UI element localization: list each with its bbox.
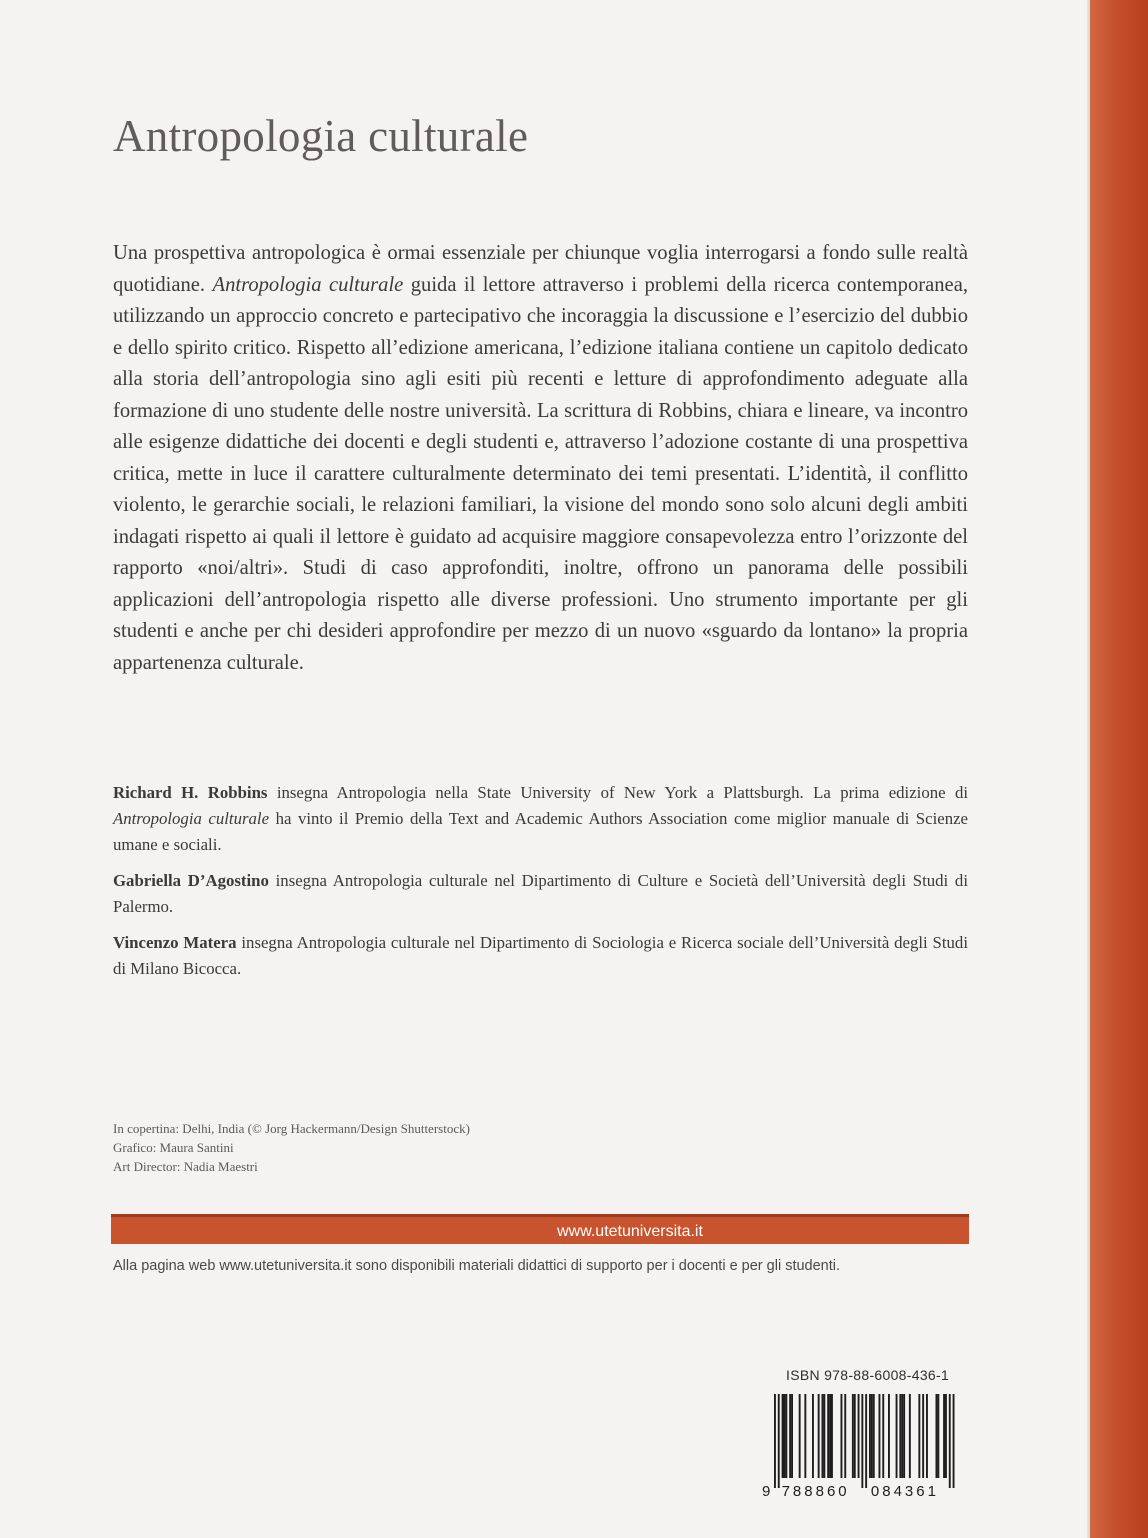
barcode-bar [903,1394,905,1478]
author-bio-dagostino [113,868,968,920]
barcode-bar [926,1394,928,1478]
barcode-bar [949,1394,951,1488]
barcode-bar [818,1394,820,1478]
barcode-bar [778,1394,780,1488]
barcode-bar [936,1394,938,1478]
author-name: Vincenzo Matera [113,933,237,952]
barcode-bar [953,1394,955,1488]
barcode-bar [901,1394,903,1478]
author-bio-text: insegna Antropologia culturale nel Dipartimento di Culture e Società dell’Università degli Studi di Palermo. [113,871,968,916]
barcode-digits: 788860 [781,1483,850,1500]
barcode-bar [922,1394,924,1478]
isbn-barcode [760,1390,960,1500]
barcode-bar [918,1394,920,1478]
barcode-bar [829,1394,831,1478]
barcode-bar [789,1394,791,1478]
barcode-graphic [760,1390,960,1500]
barcode-bar [899,1394,901,1478]
barcode-bar [812,1394,814,1478]
author-bio-matera [113,930,968,982]
author-name: Richard H. Robbins [113,783,268,802]
barcode-bar [784,1394,786,1478]
barcode-bar [827,1394,829,1478]
barcode-bar [879,1394,881,1478]
author-name: Gabriella D’Agostino [113,871,269,890]
barcode-bar [937,1394,939,1478]
author-bio-robbins [113,780,968,858]
author-bio-text: insegna Antropologia culturale nel Dipartimento di Sociologia e Ricerca sociale dell’Università degli Studi di Milano Bicocca. [113,933,968,978]
barcode-bar [873,1394,875,1478]
barcode-bar [841,1394,843,1478]
barcode-bar [945,1394,947,1478]
barcode-bar [869,1394,871,1478]
barcode-bar [909,1394,911,1478]
description-part-2: guida il lettore attraverso i problemi della ricerca contemporanea, utilizzando un approccio concreto e partecipativo che incoraggia la discussione e l’esercizio del dubbio e dello spirito critico. Rispetto all’edizione americana, l’edizione italiana contiene un capitolo dedicato alla storia dell’antropologia sino agli esiti più recenti e letture di approfondimento adeguate alla formazione di uno studente delle nostre università. La scrittura di Robbins, chiara e lineare, va incontro alle esigenze didattiche dei docenti e degli studenti e, attraverso l’adozione costante di una prospettiva critica, mette in luce il carattere culturalmente determinato dei temi presentati. L’identità, il conflitto violento, le gerarchie sociali, le relazioni familiari, la visione del mondo sono solo alcuni degli ambiti indagati rispetto ai quali il lettore è guidato ad acquisire maggiore consapevolezza entro l’orizzonte del rapporto «noi/altri». Studi di caso approfonditi, inoltre, offrono un panorama delle possibili applicazioni dell’antropologia rispetto alle diverse professioni. Uno strumento importante per gli studenti e anche per chi desideri approfondire per mezzo di un nuovo «sguardo da lontano» la propria appartenenza culturale. [113,273,968,674]
cover-credits [113,1119,470,1176]
isbn-label: ISBN 978-88-6008-436-1 [786,1367,950,1383]
barcode-bar [823,1394,825,1478]
credit-line-art-director: Art Director: Nadia Maestri [113,1159,258,1174]
author-bios [113,780,968,992]
website-bar [111,1214,969,1244]
orange-spine [1090,0,1148,1538]
barcode-bar [852,1394,854,1478]
credit-line-cover: In copertina: Delhi, India (© Jorg Hackermann/Design Shutterstock) [113,1121,470,1136]
description-italic-title: Antropologia culturale [212,273,404,296]
credit-line-graphic: Grafico: Maura Santini [113,1140,234,1155]
barcode-bar [871,1394,873,1478]
book-title: Antropologia culturale [113,111,529,161]
barcode-bar [888,1394,890,1478]
barcode-bar [774,1394,776,1488]
barcode-digits: 084361 [870,1483,939,1500]
barcode-bar [896,1394,898,1478]
barcode-bar [804,1394,806,1478]
author-bio-italic: Antropologia culturale [113,809,270,828]
website-link[interactable]: www.utetuniversita.it [557,1223,703,1240]
barcode-bar [822,1394,824,1478]
barcode-bar [782,1394,784,1478]
barcode-bar [791,1394,793,1478]
barcode-digits: 9 [762,1483,774,1500]
barcode-bar [861,1394,863,1488]
author-bio-text: ha vinto il Premio della Text and Academic Authors Association come miglior manuale di Scienze umane e sociali. [113,809,968,854]
author-bio-text: insegna Antropologia nella State University of New York a Plattsburgh. La prima edizione di [267,783,968,802]
barcode-bar [943,1394,945,1478]
website-note: Alla pagina web www.utetuniversita.it sono disponibili materiali didattici di supporto per i docenti e per gli studenti. [113,1258,841,1274]
barcode-bar [882,1394,884,1478]
barcode-bar [785,1394,787,1478]
book-description [113,238,968,679]
description-part-1: Una prospettiva antropologica è ormai essenziale per chiunque voglia interrogarsi a fondo sulle realtà quotidiane. [113,242,968,296]
barcode-bar [844,1394,846,1478]
barcode-bar [799,1394,801,1478]
barcode-bar [858,1394,860,1478]
barcode-bar [854,1394,856,1478]
barcode-bar [865,1394,867,1488]
barcode-bar [831,1394,833,1478]
